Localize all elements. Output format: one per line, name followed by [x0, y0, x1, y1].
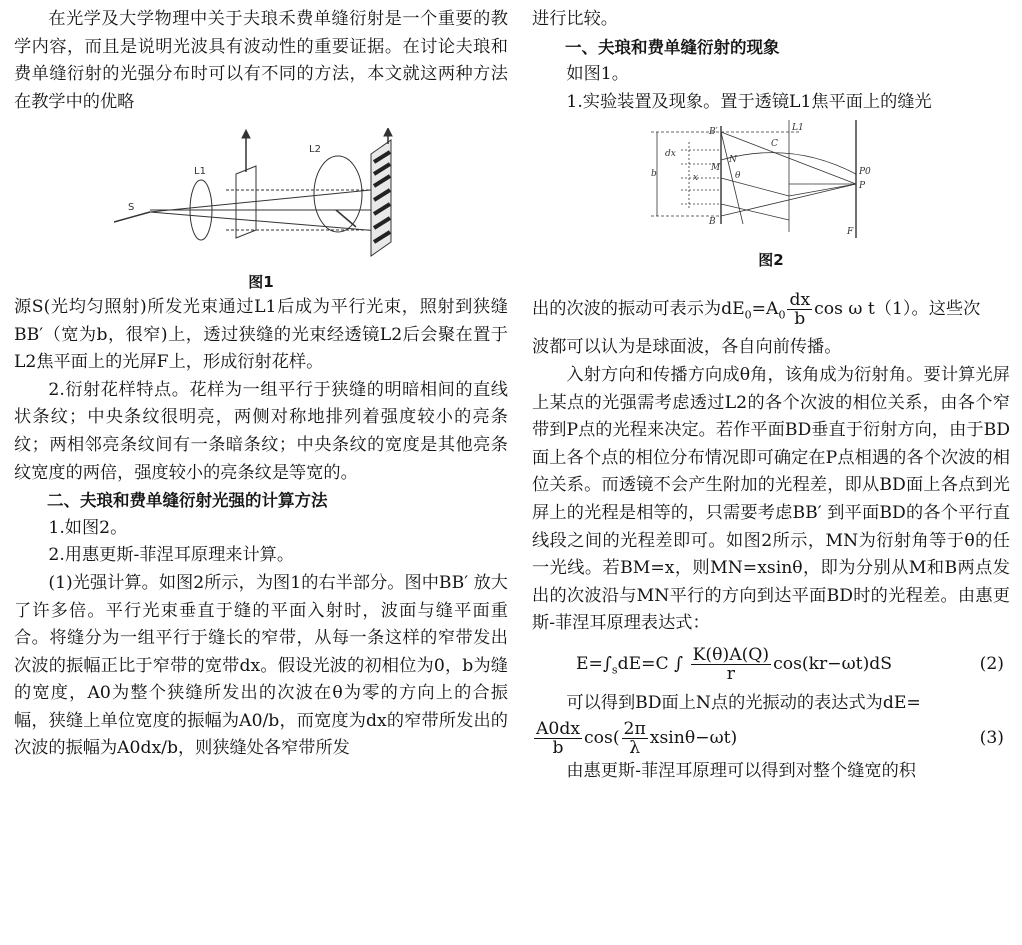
wave-continuation: 波都可以认为是球面波，各自向前传播。: [532, 337, 842, 358]
calc-paragraph: (1)光强计算。如图2所示，为图1的右半部分。图中BB′ 放大了许多倍。平行光束垂直于缝的平面入射时，波面与缝平面重合。将缝分为一组平行于缝长的窄带，从每一条这样的窄带发出次波的振幅正比于窄带的宽带dx。假设光波的初相位为0，b为缝的宽度，A0为整个狭缝所发出的次波在θ为零的方向上的合振幅，狭缝上单位宽度的振幅为A0/b，而宽度为dx的窄带所发出的次波的振幅为A0dx/b，则狭缝处各窄带所发: [14, 572, 508, 759]
label-x: x: [693, 173, 699, 184]
wave-eq-num: dx: [789, 289, 811, 310]
wave-equation-line: 出的次波的振动可表示为$dE_0=A_0$ $\frac{dx}{b}$ cos ω t（1）。这些次: [532, 289, 981, 329]
section-2-heading: 二、夫琅和费单缝衍射光强的计算方法: [47, 491, 328, 511]
label-theta: θ: [735, 171, 741, 182]
label-b: B: [709, 217, 716, 228]
section-1-heading: 一、夫琅和费单缝衍射的现象: [565, 37, 780, 57]
eq3-den2: λ: [629, 737, 641, 758]
eq3-num2: 2π: [623, 718, 646, 739]
label-c: C: [771, 139, 778, 150]
figure-1-caption: 图1: [248, 272, 274, 291]
figure-2-diagram: [651, 120, 891, 238]
setup-paragraph: 1.实验装置及现象。置于透镜L1焦平面上的缝光: [566, 91, 932, 112]
eq2-num: K(θ)A(Q): [692, 644, 770, 665]
eq2-mid: dE=C: [617, 653, 669, 674]
label-l1: L1: [194, 166, 206, 178]
left-column: [14, 6, 508, 763]
equation-2: [532, 644, 1010, 690]
label-p0: P0: [859, 167, 871, 178]
label-s: S: [128, 202, 135, 214]
figure-1-diagram: [106, 128, 416, 260]
right-column: [532, 6, 1010, 786]
wave-eq-suffix: cos ω t（1）。这些次: [814, 298, 981, 319]
intro-paragraph: 在光学及大学物理中关于夫琅禾费单缝衍射是一个重要的教学内容，而且是说明光波具有波动性的重要证据。在讨论夫琅和费单缝衍射的光强分布时可以有不同的方法，本文就这两种方法在教学中的优略: [14, 9, 508, 112]
label-n: N: [729, 155, 737, 166]
eq3-cos: cos(: [584, 727, 620, 748]
label-b-prime: B′: [709, 127, 718, 138]
equation-3: [532, 718, 1010, 758]
item-1: 1.如图2。: [48, 517, 128, 538]
eq2-integral-2: ∫: [674, 653, 684, 674]
fig1-description: 源S(光均匀照射)所发光束通过L1后成为平行光束，照射到狭缝BB′（宽为b，很窄)上，透过狭缝的光束经透镜L2后会聚在置于L2焦平面上的光屏F上，形成衍射花样。: [14, 296, 508, 373]
final-line: 由惠更斯-菲涅耳原理可以得到对整个缝宽的积: [566, 760, 916, 781]
figure-1: [14, 128, 508, 292]
wave-eq-prefix: 出的次波的振动可表示为dE: [532, 298, 745, 319]
eq2-fraction: [691, 646, 772, 683]
label-dx: dx: [665, 149, 676, 160]
label-f: F: [847, 227, 854, 238]
figure-2-caption: 图2: [758, 250, 784, 269]
eq2-rhs: cos(kr−ωt)dS: [773, 653, 893, 674]
eq2-den: r: [726, 663, 735, 684]
wave-eq-eq: =A: [751, 298, 779, 319]
pattern-paragraph: 2.衍射花样特点。花样为一组平行于狭缝的明暗相间的直线状条纹；中央条纹很明亮，两侧对称地排列着强度较小的亮条纹；两相邻亮条纹间有一条暗条纹；中央条纹的宽度是其他亮条纹宽度的两倍，强度较小的亮条纹是等宽的。: [14, 379, 508, 483]
label-l1-fig2: L1: [792, 123, 804, 134]
label-p: P: [859, 181, 866, 192]
n-point-paragraph: 可以得到BD面上N点的光振动的表达式为dE=: [566, 693, 921, 714]
eq2-integral-sub: s: [611, 663, 618, 677]
wave-eq-fraction: [787, 291, 812, 328]
label-l2: L2: [309, 144, 321, 156]
angle-paragraph: 入射方向和传播方向成θ角，该角成为衍射角。要计算光屏上某点的光强需考虑透过L2的各个次波的相位关系，由各个窄带到P点的光程来决定。若作平面BD垂直于衍射方向，由于BD面上各个点的相位分布情况即可确定在P点相遇的各个次波的相位关系。而透镜不会产生附加的光程差，即从BD面上各点到光屏上的光程是相等的，只需要考虑BB′ 到平面BD的各个平行直线段之间的光程差即可。如图2所示，MN为衍射角等于θ的任一光线。若BM=x，则MN=xsinθ，即为分别从M和B两点发出的次波沿与MN平行的方向到达平面BD时的光程差。由惠更斯-菲涅耳原理表达式：: [532, 365, 1010, 634]
fig-ref: 如图1。: [566, 64, 629, 85]
eq3-rest: xsinθ−ωt): [649, 727, 738, 748]
eq3-den: b: [552, 737, 564, 758]
eq3-fraction-2: [622, 720, 648, 757]
eq2-number: (2): [979, 653, 1004, 674]
eq3-num: A0dx: [536, 718, 581, 739]
wave-eq-den: b: [794, 308, 806, 329]
figure-2: [532, 120, 1010, 270]
label-m: M: [711, 163, 721, 174]
eq2-integral-1: ∫: [602, 653, 612, 674]
eq3-fraction-1: [534, 720, 582, 757]
intro-end: 进行比较。: [532, 9, 618, 29]
eq2-lhs: E=: [576, 653, 603, 674]
eq3-number: (3): [979, 727, 1004, 748]
wave-eq-sub0: 0: [744, 308, 752, 322]
item-2: 2.用惠更斯-菲涅耳原理来计算。: [48, 545, 295, 566]
label-b-width: b: [651, 169, 657, 180]
